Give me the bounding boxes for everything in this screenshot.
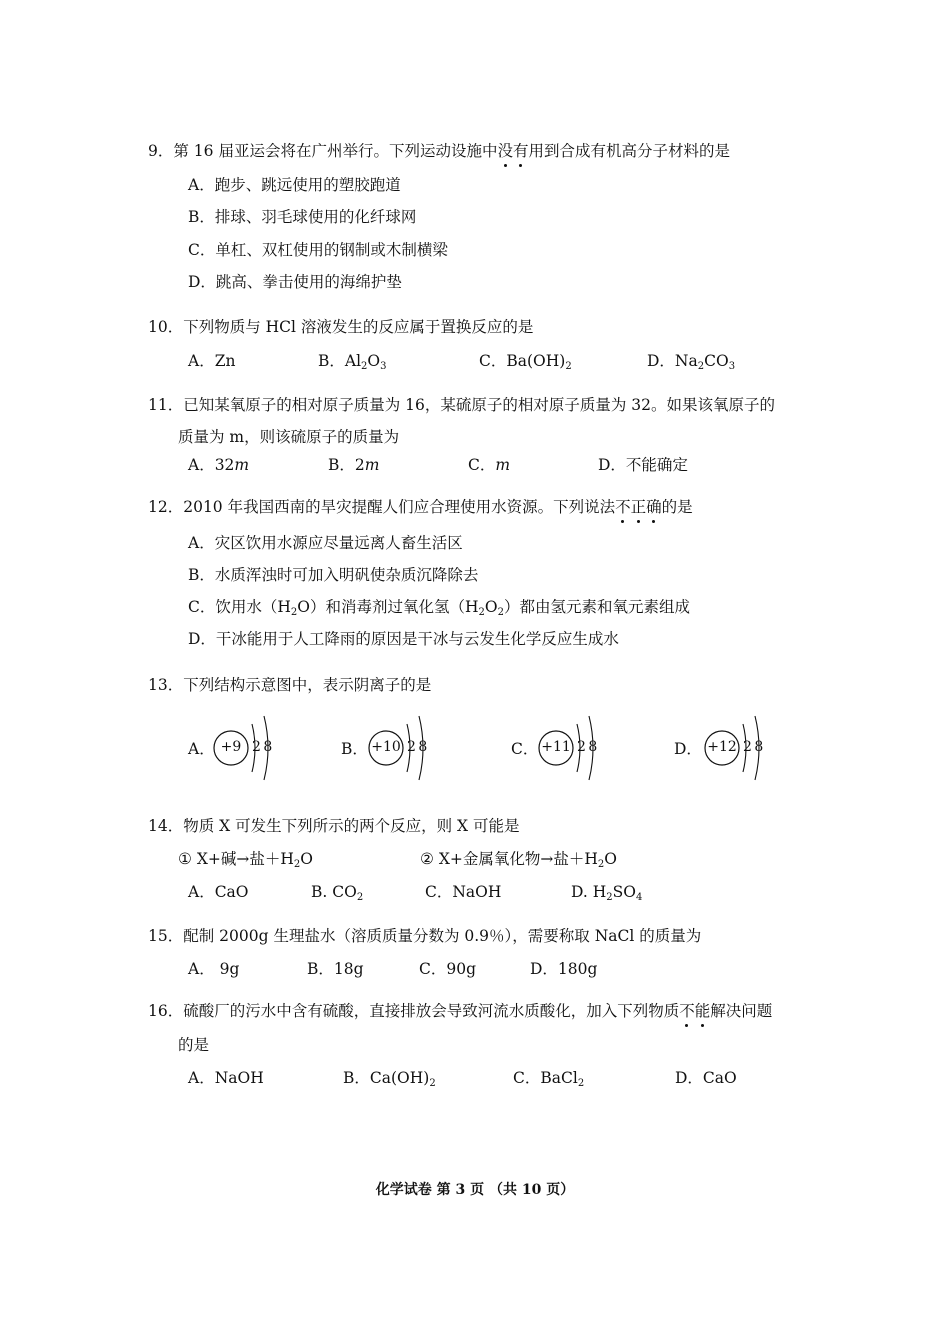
atom-diagram-b <box>367 714 457 784</box>
electron-shells: 2 8 <box>252 739 272 755</box>
q15-option-d: D．180g <box>530 960 598 978</box>
q10-option-c: C．$Ba(OH)_2$ <box>479 352 572 372</box>
q16-option-b: B．$Ca(OH)_2$ <box>343 1069 436 1089</box>
q11-option-d: D．不能确定 <box>598 456 688 474</box>
q10-option-d: D．$Na_2CO_3$ <box>647 352 736 372</box>
q14-option-c: C．NaOH <box>425 883 502 901</box>
q15-option-b: B．18g <box>307 960 364 978</box>
question-11-stem: 11．已知某氧原子的相对原子质量为 16，某硫原子的相对原子质量为 32。如果该氧原子的 <box>148 396 776 414</box>
q16-option-c: C．BaCl$_2$ <box>513 1069 585 1089</box>
question-11-stem-2: 质量为 m，则该硫原子的质量为 <box>178 428 400 446</box>
q11-option-a: A．32m <box>188 456 250 474</box>
question-16-stem-2: 的是 <box>178 1036 210 1054</box>
electron-shells: 2 8 <box>577 739 597 755</box>
q15-option-a: A． 9g <box>188 960 240 978</box>
q12-option-c: C．饮用水$(H_2O)$和消毒剂过氧化氢$(H_2O_2)$都由氢元素和氧元素组成 <box>188 598 690 618</box>
q14-reaction-2: ② X+金属氧化物→盐$+H_2O$ <box>420 850 617 870</box>
atom-diagram-c <box>537 714 627 784</box>
q13-option-d-label: D． <box>674 740 702 758</box>
question-15-stem: 15．配制 2000g 生理盐水（溶质质量分数为 0.9％），需要称取 NaCl 的质量为 <box>148 927 702 945</box>
q15-option-c: C．90g <box>419 960 477 978</box>
nucleus-charge: +10 <box>371 739 401 755</box>
atom-diagram-a <box>212 714 302 784</box>
q9-option-d: D．跳高、拳击使用的海绵护垫 <box>188 273 402 291</box>
nucleus-charge: +12 <box>707 739 737 755</box>
question-10-stem: 10．下列物质与 HCl 溶液发生的反应属于置换反应的是 <box>148 318 534 336</box>
q9-option-a: A．跑步、跳远使用的塑胶跑道 <box>188 176 401 194</box>
q16-option-d: D．CaO <box>675 1069 737 1087</box>
q13-option-c-label: C． <box>511 740 539 758</box>
q10-option-a: A．Zn <box>188 352 236 370</box>
atom-diagram-d <box>703 714 793 784</box>
q16-option-a: A．NaOH <box>188 1069 264 1087</box>
q14-reaction-1: ① X+碱→盐$+H_2O$ <box>178 850 313 870</box>
page-footer: 化学试卷 第 3 页 （共 10 页） <box>375 1182 575 1198</box>
q12-option-b: B．水质浑浊时可加入明矾使杂质沉降除去 <box>188 566 479 584</box>
q14-option-a: A．CaO <box>188 883 249 901</box>
q10-option-b: B．$Al_2O_3$ <box>318 352 387 372</box>
question-12-stem: 12．2010 年我国西南的旱灾提醒人们应合理使用水资源。下列说法不正确的是 <box>148 498 693 516</box>
question-14-stem: 14．物质 X 可发生下列所示的两个反应，则 X 可能是 <box>148 817 520 835</box>
question-16-stem: 16．硫酸厂的污水中含有硫酸，直接排放会导致河流水质酸化，加入下列物质不能解决问题 <box>148 1002 773 1020</box>
question-9-stem: 9．第 16 届亚运会将在广州举行。下列运动设施中没有用到合成有机高分子材料的是 <box>148 142 730 160</box>
q11-option-b: B．2m <box>328 456 380 474</box>
q9-option-c: C．单杠、双杠使用的钢制或木制横梁 <box>188 241 448 259</box>
electron-shells: 2 8 <box>407 739 427 755</box>
q14-option-b: B. $CO_2$ <box>311 883 364 903</box>
nucleus-charge: +11 <box>541 739 571 755</box>
q13-option-b-label: B． <box>341 740 368 758</box>
q9-option-b: B．排球、羽毛球使用的化纤球网 <box>188 208 417 226</box>
nucleus-charge: +9 <box>220 739 242 755</box>
q11-option-c: C．m <box>468 456 511 474</box>
q12-option-d: D．干冰能用于人工降雨的原因是干冰与云发生化学反应生成水 <box>188 630 619 648</box>
electron-shells: 2 8 <box>743 739 763 755</box>
q13-option-a-label: A． <box>188 740 215 758</box>
question-13-stem: 13．下列结构示意图中，表示阴离子的是 <box>148 676 432 694</box>
q12-option-a: A．灾区饮用水源应尽量远离人畜生活区 <box>188 534 463 552</box>
q14-option-d: D. $H_2SO_4$ <box>571 883 643 903</box>
